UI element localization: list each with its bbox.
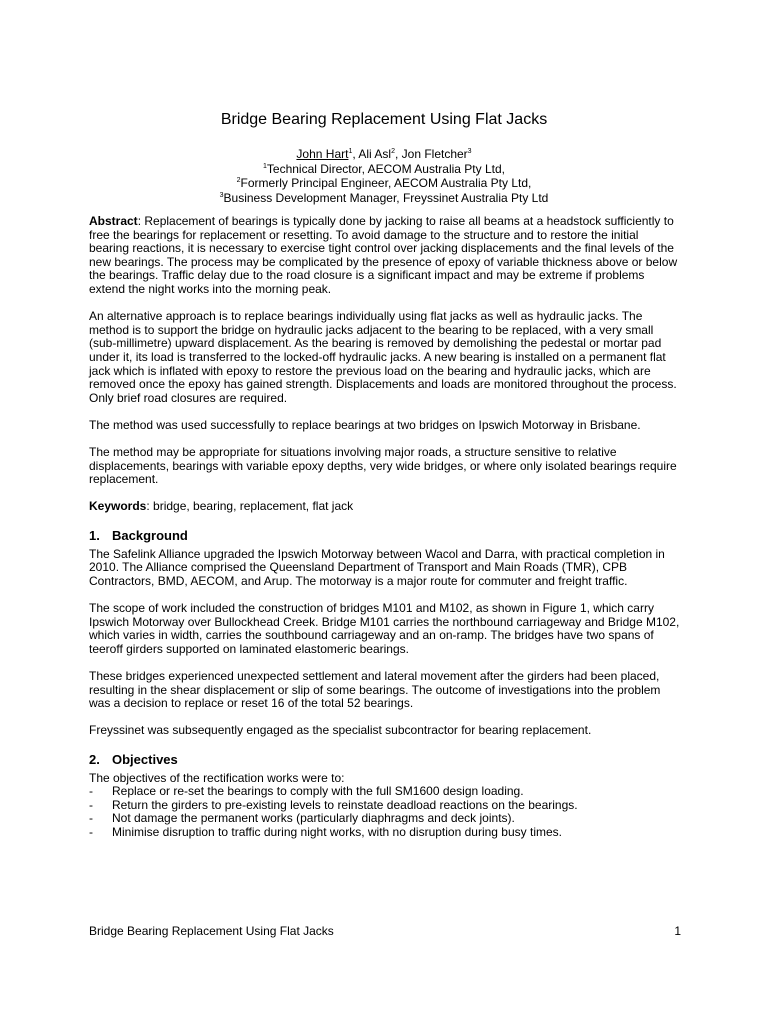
bullet-dash: - (89, 811, 93, 826)
author-superscript: 1 (348, 148, 353, 155)
section-number: 1. (89, 527, 100, 543)
objectives-list (89, 785, 681, 839)
affiliation (0, 191, 768, 206)
list-item (89, 812, 681, 826)
affiliation-text: Formerly Principal Engineer, AECOM Australia Pty Ltd, (240, 176, 532, 190)
body-paragraph: These bridges experienced unexpected settlement and lateral movement after the girders had been placed, resulting in the shear displacement or slip of some bearings. The outcome of investigations into the problem was a decision to replace or reset 16 of the total 52 bearings. (89, 669, 661, 711)
bullet-dash: - (89, 824, 93, 839)
paper-body (89, 215, 681, 840)
author-block (0, 147, 768, 205)
list-item (89, 785, 681, 799)
author-name: Ali Asl (358, 147, 392, 161)
list-item (89, 799, 681, 813)
body-paragraph: The scope of work included the construction of bridges M101 and M102, as shown in Figure 1, which carry Ipswich Motorway over Bullockhead Creek. Bridge M101 carries the northbound carriageway and Bridge M102, which varies in width, carries the southbound carriageway and an on-ramp. The bridges have two spans of teeroff girders supported on laminated elastomeric bearings. (89, 601, 680, 656)
author-separator: , (352, 147, 359, 161)
list-item-text: Minimise disruption to traffic during night works, with no disruption during busy times. (112, 824, 562, 839)
body-paragraph: Freyssinet was subsequently engaged as the specialist subcontractor for bearing replacement. (89, 723, 592, 738)
section-title: Background (112, 527, 188, 543)
paper-title: Bridge Bearing Replacement Using Flat Jacks (220, 111, 548, 128)
affiliation-text: Technical Director, AECOM Australia Pty Ltd, (266, 161, 505, 176)
abstract-paragraph (89, 215, 681, 297)
abstract-label: Abstract (89, 214, 138, 228)
section-heading-background (89, 528, 681, 544)
author-names (0, 147, 768, 162)
list-item-text: Not damage the permanent works (particularly diaphragms and deck joints). (112, 811, 515, 826)
page-number: 1 (674, 924, 681, 938)
running-title: Bridge Bearing Replacement Using Flat Jacks (89, 924, 334, 938)
bullet-dash: - (89, 784, 93, 799)
abstract-text: Replacement of bearings is typically done by jacking to raise all beams at a headstock sufficiently to free the bearings for replacement or resetting. To avoid damage to the structure and to restore the initial bearing reactions, it is necessary to exercise tight control over jacking displacements and the final levels of the new bearings. The process may be complicated by the presence of epoxy of variable thickness above or below the bearings. Traffic delay due to the road closure is a significant impact and may be extreme if problems extend the night works into the morning peak. (89, 214, 678, 296)
bullet-dash: - (89, 797, 93, 812)
affiliation (0, 162, 768, 177)
affiliation-text: Business Development Manager, Freyssinet Australia Pty Ltd (223, 190, 549, 205)
author-superscript: 2 (391, 148, 395, 155)
list-item-text: Replace or re-set the bearings to comply with the full SM1600 design loading. (112, 784, 524, 799)
affiliation-superscript: 3 (219, 191, 224, 199)
keywords-text: bridge, bearing, replacement, flat jack (153, 499, 354, 514)
section-number: 2. (89, 751, 100, 767)
keywords-line (89, 500, 681, 514)
abstract-colon: : (137, 214, 145, 228)
list-item-text: Return the girders to pre-existing levels to reinstate deadload reactions on the bearings. (112, 797, 578, 812)
page-footer (89, 924, 681, 938)
abstract-paragraph: The method may be appropriate for situations involving major roads, a structure sensitive to relative displacements, bearings with variable epoxy depths, very wide bridges, or where only isolated bearings require replacement. (89, 445, 677, 487)
affiliation-superscript: 1 (262, 162, 267, 170)
body-paragraph: The Safelink Alliance upgraded the Ipswich Motorway between Wacol and Darra, with practical completion in 2010. The Alliance comprised the Queensland Department of Transport and Main Roads (TMR), CPB Contractors, BMD, AECOM, and Arup. The motorway is a major route for commuter and freight traffic. (89, 546, 665, 588)
author-name: John Hart (296, 147, 349, 161)
section-heading-objectives (89, 752, 681, 768)
objectives-intro: The objectives of the rectification works were to: (89, 770, 345, 785)
abstract-paragraph: The method was used successfully to replace bearings at two bridges on Ipswich Motorway in Brisbane. (89, 417, 641, 432)
abstract-paragraph: An alternative approach is to replace bearings individually using flat jacks as well as hydraulic jacks. The method is to support the bridge on hydraulic jacks adjacent to the bearing to be replaced, with a very small (sub-millimetre) upward displacement. As the bearing is removed by demolishing the pedestal or mortar pad under it, its load is transferred to the locked-off hydraulic jacks. A new bearing is installed on a permanent flat jack which is inflated with epoxy to restore the previous load on the bearing and hydraulic jacks, which are removed once the epoxy has gained strength. Displacements and loads are monitored throughout the process. Only brief road closures are required. (89, 309, 677, 405)
author-separator: , (394, 147, 402, 161)
keywords-label: Keywords (89, 499, 147, 514)
affiliation (0, 176, 768, 191)
author-superscript: 3 (467, 148, 472, 155)
keywords-colon: : (146, 499, 154, 514)
affiliation-superscript: 2 (236, 177, 241, 184)
list-item (89, 826, 681, 840)
author-name: Jon Fletcher (401, 147, 468, 161)
section-title: Objectives (112, 751, 178, 767)
